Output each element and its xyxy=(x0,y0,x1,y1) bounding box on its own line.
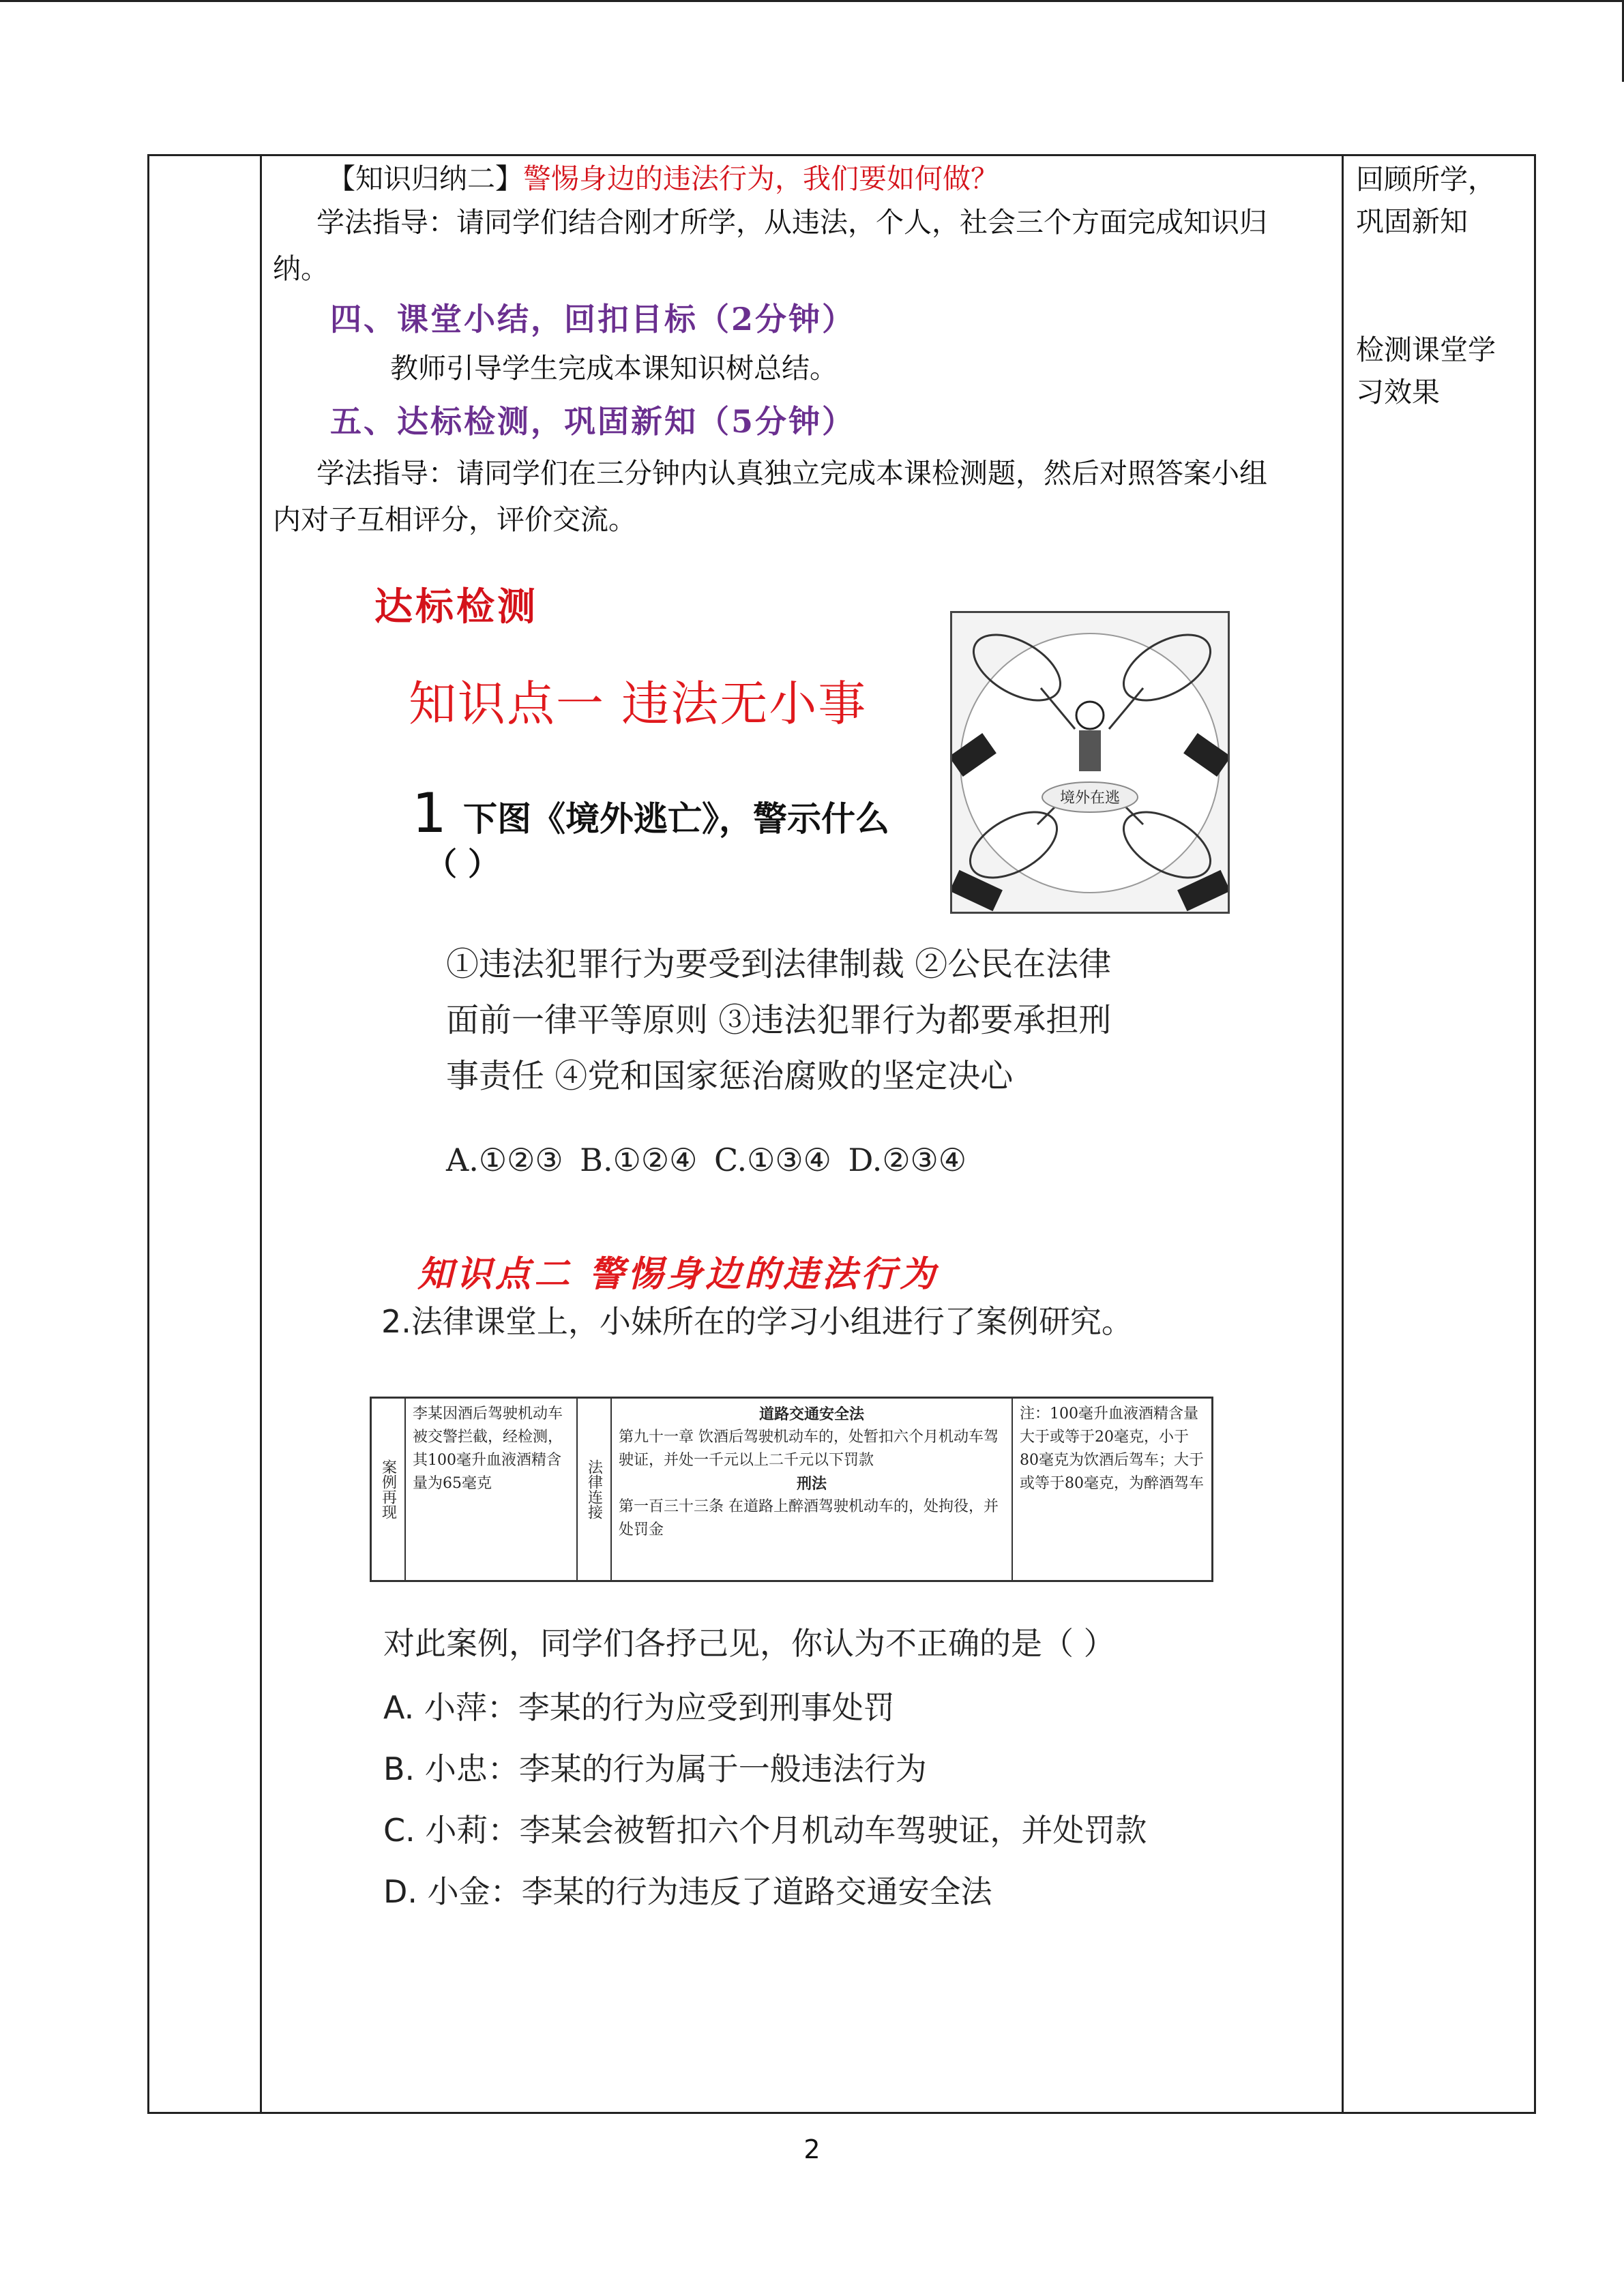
study-guide-1-line1: 学法指导：请同学们结合刚才所学，从违法，个人，社会三个方面完成知识归 xyxy=(316,206,1267,239)
case-label: 案例再现 xyxy=(372,1399,406,1580)
knowledge-bracket: 【知识归纳二】 xyxy=(327,162,523,195)
case-study-table xyxy=(370,1397,1213,1582)
cartoon-illustration xyxy=(952,613,1228,912)
knowledge-title: 警惕身边的违法行为，我们要如何做？ xyxy=(523,162,999,195)
side-note-review-line2: 巩固新知 xyxy=(1356,205,1468,238)
law-title-1: 道路交通安全法 xyxy=(758,1405,864,1423)
question-1-option-line3: 事责任 ④党和国家惩治腐败的坚定决心 xyxy=(446,1057,1014,1095)
law-text-2: 第一百三十三条 在道路上醉酒驾驶机动车的，处拘役，并处罚金 xyxy=(619,1498,999,1538)
question-2-option-c: C. 小莉：李某会被暂扣六个月机动车驾驶证，并处罚款 xyxy=(383,1812,1147,1849)
question-1-choices: A.①②③ B.①②④ C.①③④ D.②③④ xyxy=(446,1142,967,1178)
top-border xyxy=(0,0,1624,2)
main-column xyxy=(262,154,1342,2114)
side-note-assess-line2: 习效果 xyxy=(1356,376,1440,408)
question-1-options xyxy=(446,936,1251,1104)
study-guide-2-line1: 学法指导：请同学们在三分钟内认真独立完成本课检测题，然后对照答案小组 xyxy=(316,457,1267,490)
knowledge-point-2: 知识点二 警惕身边的违法行为 xyxy=(417,1253,939,1295)
escape-abroad-cartoon xyxy=(950,611,1230,914)
question-2-option-b: B. 小忠：李某的行为属于一般违法行为 xyxy=(383,1750,927,1787)
section-5-heading: 五、达标检测，巩固新知（5分钟） xyxy=(330,403,856,440)
question-1-text: 下图《境外逃亡》，警示什么 xyxy=(463,799,889,839)
cartoon-label: 境外在逃 xyxy=(1059,790,1121,807)
page-number: 2 xyxy=(803,2134,821,2164)
question-2-option-d: D. 小金：李某的行为违反了道路交通安全法 xyxy=(383,1873,992,1910)
study-guide-1-line2: 纳。 xyxy=(273,252,329,285)
question-1-option-line1: ①违法犯罪行为要受到法律制裁 ②公民在法律 xyxy=(446,945,1112,983)
slide-title: 达标检测 xyxy=(374,584,538,629)
case-text: 李某因酒后驾驶机动车被交警拦截，经检测，其100毫升血液酒精含量为65毫克 xyxy=(406,1399,578,1580)
knowledge-point-1: 知识点一 违法无小事 xyxy=(409,676,868,732)
study-guide-2-line2: 内对子互相评分，评价交流。 xyxy=(273,503,636,536)
side-note-review-line1: 回顾所学， xyxy=(1356,163,1496,196)
question-2-lead: 对此案例，同学们各抒己见，你认为不正确的是（ ） xyxy=(383,1625,1115,1662)
question-2-text: 2.法律课堂上，小妹所在的学习小组进行了案例研究。 xyxy=(381,1303,1133,1340)
section-4-heading: 四、课堂小结，回扣目标（2分钟） xyxy=(330,301,856,338)
note-text: 注：100毫升血液酒精含量大于或等于20毫克，小于80毫克为饮酒后驾车；大于或等于80毫克，为醉酒驾车 xyxy=(1020,1405,1204,1492)
question-2-option-a: A. 小萍：李某的行为应受到刑事处罚 xyxy=(383,1689,895,1726)
question-1-option-line2: 面前一律平等原则 ③违法犯罪行为都要承担刑 xyxy=(446,1001,1112,1039)
law-text-1: 第九十一章 饮酒后驾驶机动车的，处暂扣六个月机动车驾驶证，并处一千元以上二千元以下罚款 xyxy=(619,1429,999,1469)
notes-column xyxy=(1344,154,1536,2114)
question-1-answer-blank: （ ） xyxy=(426,846,500,882)
side-note-assess-line1: 检测课堂学 xyxy=(1356,333,1496,366)
section-4-text: 教师引导学生完成本课知识树总结。 xyxy=(390,352,838,385)
question-1-number: 1 xyxy=(412,781,447,845)
law-label: 法律连接 xyxy=(578,1399,612,1580)
law-title-2: 刑法 xyxy=(796,1475,827,1493)
law-cell xyxy=(612,1399,1013,1580)
side-note-review xyxy=(1356,158,1496,243)
knowledge-summary-line xyxy=(327,158,999,199)
side-note-assess xyxy=(1356,329,1496,413)
